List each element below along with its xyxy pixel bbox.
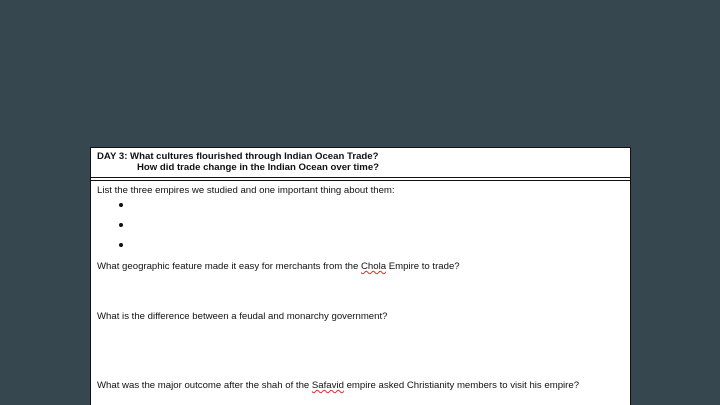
header-question-1: DAY 3: What cultures flourished through Indian Ocean Trade? bbox=[97, 151, 379, 162]
header-question-2: How did trade change in the Indian Ocean over time? bbox=[137, 162, 380, 173]
worksheet-header bbox=[91, 148, 630, 178]
worksheet-page bbox=[90, 147, 631, 405]
bullet-dot bbox=[119, 203, 123, 207]
bullet-dot bbox=[119, 223, 123, 227]
bullet-dot bbox=[119, 243, 123, 247]
empires-bullet-list bbox=[97, 199, 624, 259]
bullet-item bbox=[97, 219, 624, 239]
question-government: What is the difference between a feudal and monarchy government? bbox=[97, 311, 388, 322]
spellcheck-word: Chola bbox=[360, 261, 387, 272]
empires-prompt: List the three empires we studied and one important thing about them: bbox=[97, 185, 395, 196]
question-geographic-feature: What geographic feature made it easy for merchants from the Chola Empire to trade? bbox=[97, 261, 460, 272]
question-safavid: What was the major outcome after the shah of the Safavid empire asked Christianity members to visit his empire? bbox=[97, 380, 580, 391]
worksheet-body bbox=[91, 181, 630, 263]
bullet-item bbox=[97, 199, 624, 219]
spellcheck-word: Safavid bbox=[311, 380, 344, 391]
bullet-item bbox=[97, 239, 624, 259]
